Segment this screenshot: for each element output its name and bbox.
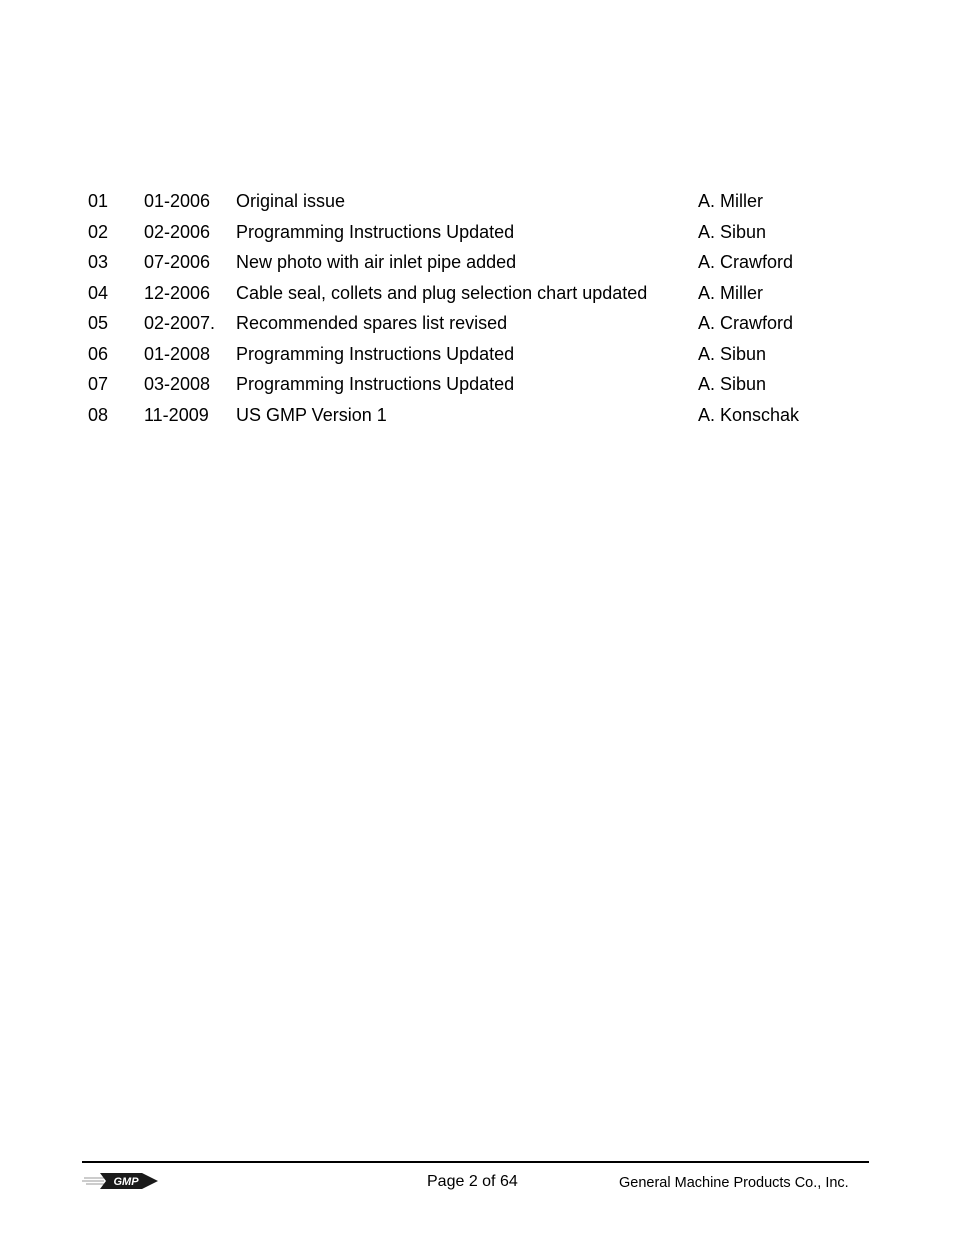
revision-number: 02 (88, 221, 109, 242)
revision-number: 05 (88, 313, 109, 333)
revision-description: New photo with air inlet pipe added (236, 252, 517, 272)
revision-date: 02-2006 (144, 221, 211, 242)
revision-description: Cable seal, collets and plug selection chart updated (236, 282, 648, 303)
revision-number: 08 (88, 404, 109, 425)
revision-author: A. Konschak (698, 404, 800, 425)
page-number: Page 2 of 64 (427, 1173, 518, 1190)
revision-date: 01-2006 (144, 191, 211, 211)
revision-row (0, 247, 954, 278)
revision-date: 03-2008 (144, 374, 211, 394)
revision-description: Original issue (236, 191, 346, 211)
revision-date: 11-2009 (144, 404, 209, 425)
revision-author: A. Sibun (698, 221, 767, 242)
revision-description: Programming Instructions Updated (236, 221, 515, 242)
revision-author: A. Sibun (698, 374, 767, 394)
revision-author: A. Miller (698, 191, 764, 211)
revision-row (0, 217, 954, 248)
revision-number: 03 (88, 252, 109, 272)
revision-number: 01 (88, 191, 109, 211)
revision-date: 02-2007. (144, 313, 216, 333)
company-name: General Machine Products Co., Inc. (619, 1175, 849, 1191)
revision-row (0, 339, 954, 370)
revision-description: US GMP Version 1 (236, 404, 387, 425)
revision-date: 12-2006 (144, 282, 211, 303)
revision-row (0, 186, 954, 217)
revision-row (0, 308, 954, 339)
revision-row (0, 400, 954, 431)
revision-description: Programming Instructions Updated (236, 374, 515, 394)
gmp-logo-text: GMP (113, 1176, 139, 1188)
footer-divider (82, 1161, 869, 1163)
revision-author: A. Crawford (698, 252, 794, 272)
revision-number: 07 (88, 374, 109, 394)
revision-author: A. Miller (698, 282, 764, 303)
revision-row (0, 278, 954, 309)
revision-history-table (0, 186, 954, 430)
revision-number: 06 (88, 343, 109, 364)
revision-author: A. Crawford (698, 313, 794, 333)
revision-description: Recommended spares list revised (236, 313, 508, 333)
revision-row (0, 369, 954, 400)
gmp-logo-icon (82, 1170, 162, 1192)
revision-date: 07-2006 (144, 252, 211, 272)
revision-number: 04 (88, 282, 109, 303)
revision-description: Programming Instructions Updated (236, 343, 515, 364)
revision-author: A. Sibun (698, 343, 767, 364)
revision-date: 01-2008 (144, 343, 211, 364)
